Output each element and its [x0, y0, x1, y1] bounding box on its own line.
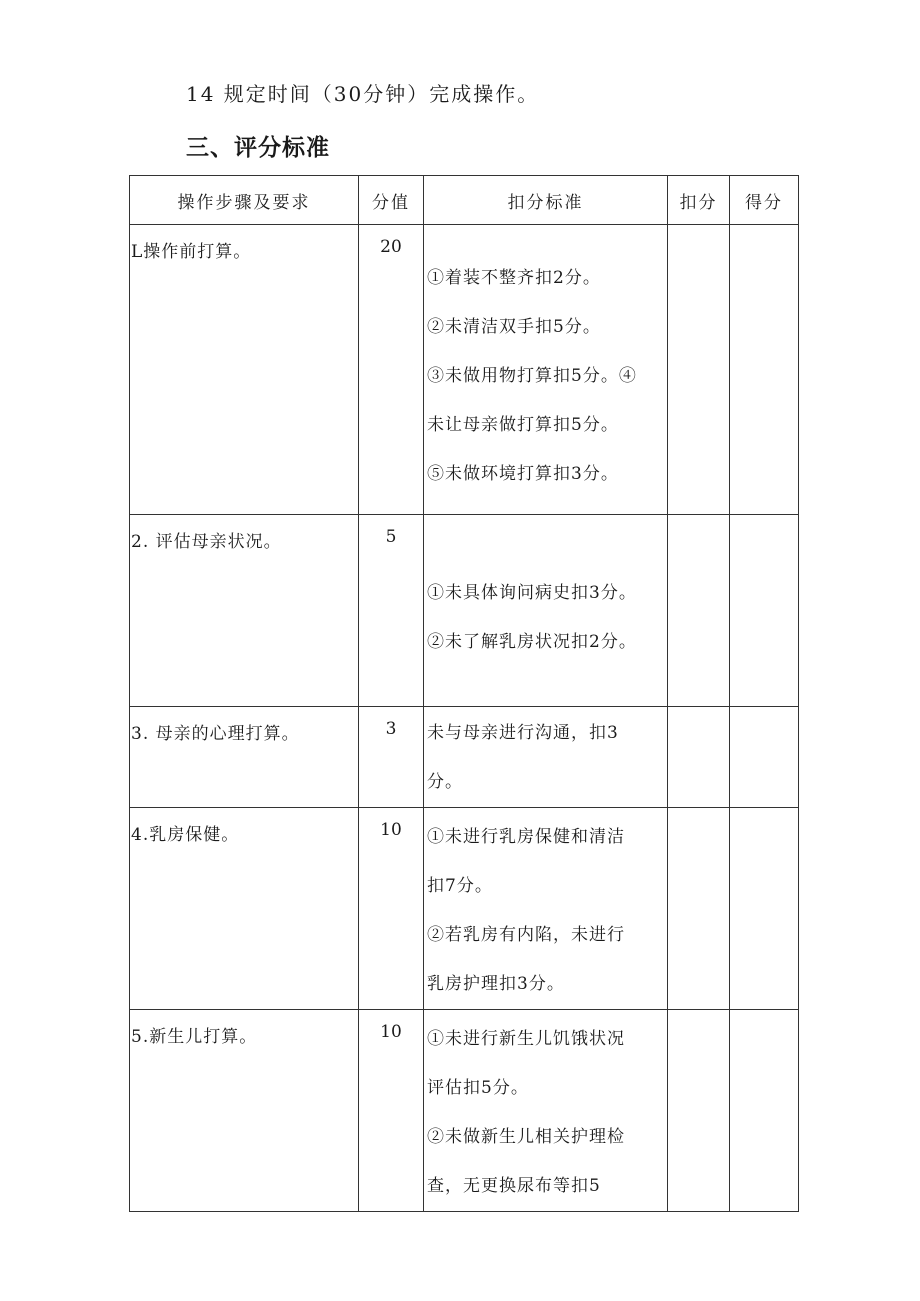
- points-cell: 20: [359, 225, 424, 515]
- criteria-line: 乳房护理扣3分。: [427, 974, 565, 994]
- criteria-line: ②未清洁双手扣5分。: [427, 317, 601, 337]
- points-cell: 10: [359, 1010, 424, 1212]
- criteria-line: ①未进行新生儿饥饿状况: [427, 1029, 625, 1049]
- criteria-cell: [424, 225, 668, 515]
- criteria-line: 未让母亲做打算扣5分。: [427, 415, 619, 435]
- deduct-cell: [668, 707, 730, 808]
- score-cell: [730, 515, 799, 707]
- criteria-line: 分。: [427, 772, 463, 792]
- criteria-line: 查，无更换尿布等扣5: [427, 1176, 601, 1196]
- header-step: 操作步骤及要求: [130, 176, 359, 225]
- criteria-cell: [424, 1010, 668, 1212]
- step-cell: 2. 评估母亲状况。: [130, 515, 359, 707]
- table-row: [130, 808, 799, 1010]
- header-score: 得分: [730, 176, 799, 225]
- step-cell: 4.乳房保健。: [130, 808, 359, 1010]
- criteria-line: ①未具体询问病史扣3分。: [427, 583, 637, 603]
- step-cell: 5.新生儿打算。: [130, 1010, 359, 1212]
- score-cell: [730, 808, 799, 1010]
- criteria-cell: [424, 707, 668, 808]
- points-cell: 10: [359, 808, 424, 1010]
- criteria-line: ②若乳房有内陷，未进行: [427, 925, 625, 945]
- table-row: [130, 707, 799, 808]
- header-points: 分值: [359, 176, 424, 225]
- deduct-cell: [668, 808, 730, 1010]
- step-cell: 3. 母亲的心理打算。: [130, 707, 359, 808]
- points-cell: 5: [359, 515, 424, 707]
- criteria-line: ⑤未做环境打算扣3分。: [427, 464, 619, 484]
- criteria-line: ③未做用物打算扣5分。④: [427, 366, 637, 386]
- header-row: [130, 176, 799, 225]
- points-cell: 3: [359, 707, 424, 808]
- criteria-line: ①着装不整齐扣2分。: [427, 268, 601, 288]
- criteria-line: ①未进行乳房保健和清洁: [427, 827, 625, 847]
- score-cell: [730, 225, 799, 515]
- criteria-cell: [424, 808, 668, 1010]
- deduct-cell: [668, 1010, 730, 1212]
- header-deduct: 扣分: [668, 176, 730, 225]
- header-criteria: 扣分标准: [424, 176, 668, 225]
- score-cell: [730, 707, 799, 808]
- table-row: [130, 1010, 799, 1212]
- intro-text: 14 规定时间（30分钟）完成操作。: [186, 82, 540, 106]
- deduct-cell: [668, 515, 730, 707]
- table-row: [130, 515, 799, 707]
- section-heading: 三、评分标准: [186, 135, 330, 161]
- table-row: [130, 225, 799, 515]
- deduct-cell: [668, 225, 730, 515]
- criteria-line: ②未做新生儿相关护理检: [427, 1127, 625, 1147]
- score-cell: [730, 1010, 799, 1212]
- criteria-cell: [424, 515, 668, 707]
- criteria-line: 评估扣5分。: [427, 1078, 529, 1098]
- step-cell: L操作前打算。: [130, 225, 359, 515]
- criteria-line: 未与母亲进行沟通，扣3: [427, 723, 619, 743]
- criteria-line: ②未了解乳房状况扣2分。: [427, 632, 637, 652]
- table-header: [130, 176, 799, 225]
- scoring-table: [129, 175, 799, 1212]
- criteria-line: 扣7分。: [427, 876, 493, 896]
